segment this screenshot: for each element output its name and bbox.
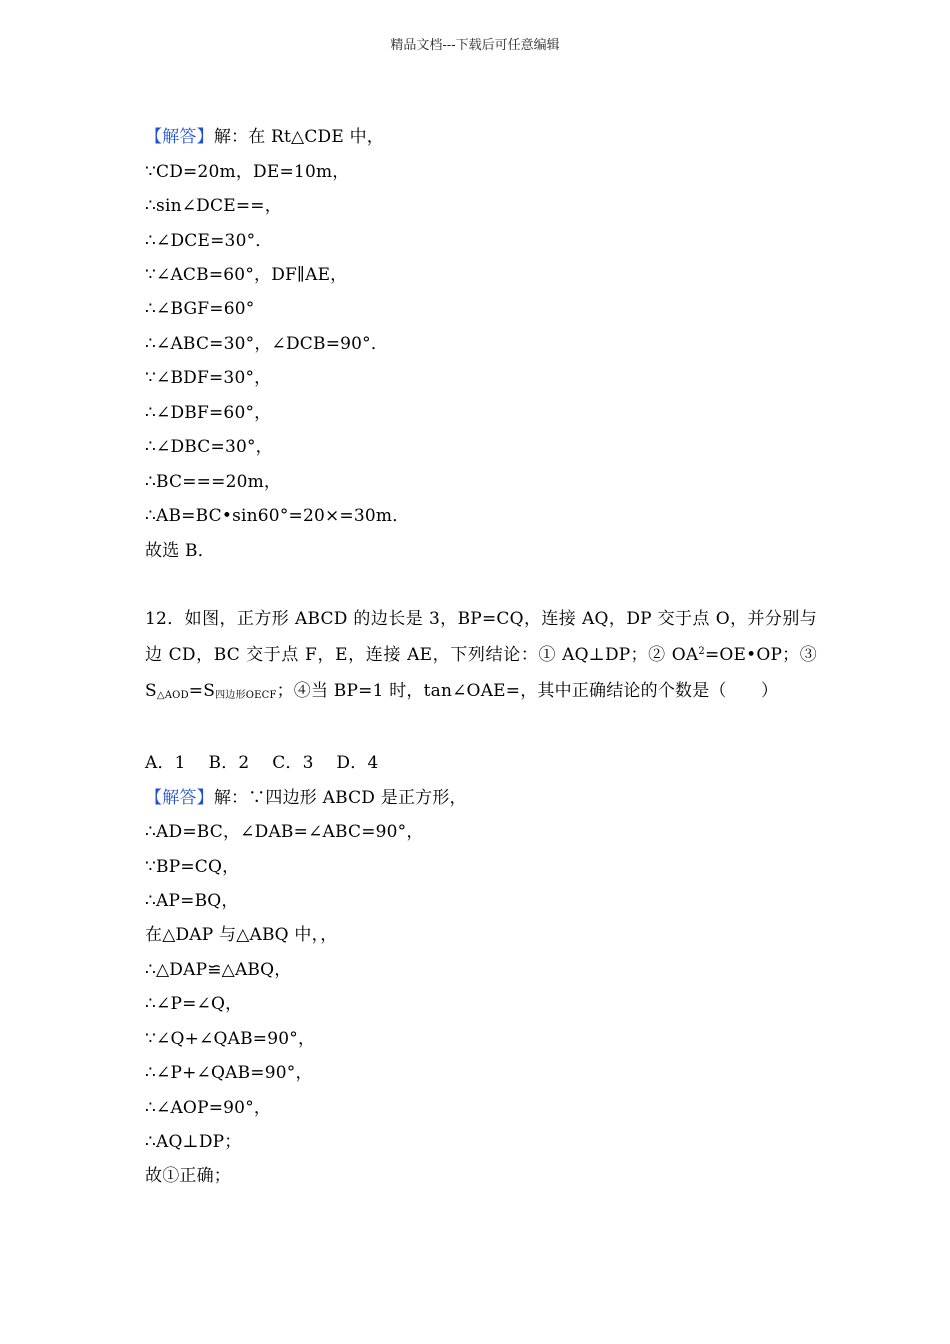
q12-step: ∵∠Q+∠QAB=90°， [145, 1029, 316, 1049]
q12-conclusion: 故①正确； [145, 1166, 231, 1186]
stem-subscript: △AOD [156, 690, 189, 701]
q11-step: ∴AB=BC•sin60°=20×=30m． [145, 506, 410, 526]
q12-step: ∴∠P=∠Q， [145, 994, 243, 1014]
q12-step: ∴AP=BQ， [145, 891, 239, 911]
q11-step: ∴∠ABC=30°，∠DCB=90°． [145, 334, 389, 354]
q11-step: ∵∠BDF=30°， [145, 368, 272, 388]
answer-text: 解：∵四边形 ABCD 是正方形， [213, 788, 467, 808]
q11-step: ∵CD=20m，DE=10m， [145, 162, 350, 182]
stem-text: 12．如图，正方形 ABCD 的边长是 3，BP=CQ，连接 AQ，DP 交于点 O，并分别与边 CD，BC 交于点 F，E，连接 AE，下列结论：① AQ⊥DP；② OA [145, 609, 817, 665]
q12-step: ∴∠P+∠QAB=90°， [145, 1063, 313, 1083]
q12-step: ∴AQ⊥DP； [145, 1132, 242, 1152]
q11-step: ∵∠ACB=60°，DF∥AE， [145, 265, 348, 285]
answer-tag: 【解答】 [145, 788, 214, 808]
q11-step: ∴∠DBC=30°， [145, 437, 273, 457]
q11-step: ∴∠BGF=60° [145, 299, 255, 319]
q12-step: ∵BP=CQ， [145, 857, 240, 877]
stem-text: =S [188, 681, 216, 701]
page-header: 精品文档---下载后可任意编辑 [390, 38, 560, 53]
q11-step: ∴∠DCE=30°． [145, 231, 273, 251]
q12-options: A．1 B．2 C．3 D．4 [145, 753, 379, 773]
q11-step: ∴∠DBF=60°， [145, 403, 272, 423]
stem-text: =OE•OP；③ S [145, 645, 817, 701]
q12-step: ∴△DAP≌△ABQ， [145, 960, 292, 980]
answer-tag: 【解答】 [145, 127, 214, 147]
q11-step: ∴sin∠DCE==， [145, 196, 282, 216]
q12-step: 在△DAP 与△ABQ 中，， [145, 925, 338, 945]
stem-subscript: 四边形OECF [215, 690, 277, 701]
stem-text: ；④当 BP=1 时，tan∠OAE=，其中正确结论的个数是（ ） [276, 681, 779, 701]
q12-question-stem [145, 601, 817, 709]
answer-text: 解：在 Rt△CDE 中， [213, 127, 384, 147]
q12-step: ∴AD=BC，∠DAB=∠ABC=90°， [145, 822, 424, 842]
q11-step: ∴BC===20m， [145, 472, 282, 492]
stem-superscript: 2 [698, 646, 705, 657]
q12-step: ∴∠AOP=90°， [145, 1098, 272, 1118]
q12-answer-line [145, 786, 467, 810]
q11-conclusion: 故选 B． [145, 541, 215, 561]
q11-answer-line [145, 125, 384, 149]
